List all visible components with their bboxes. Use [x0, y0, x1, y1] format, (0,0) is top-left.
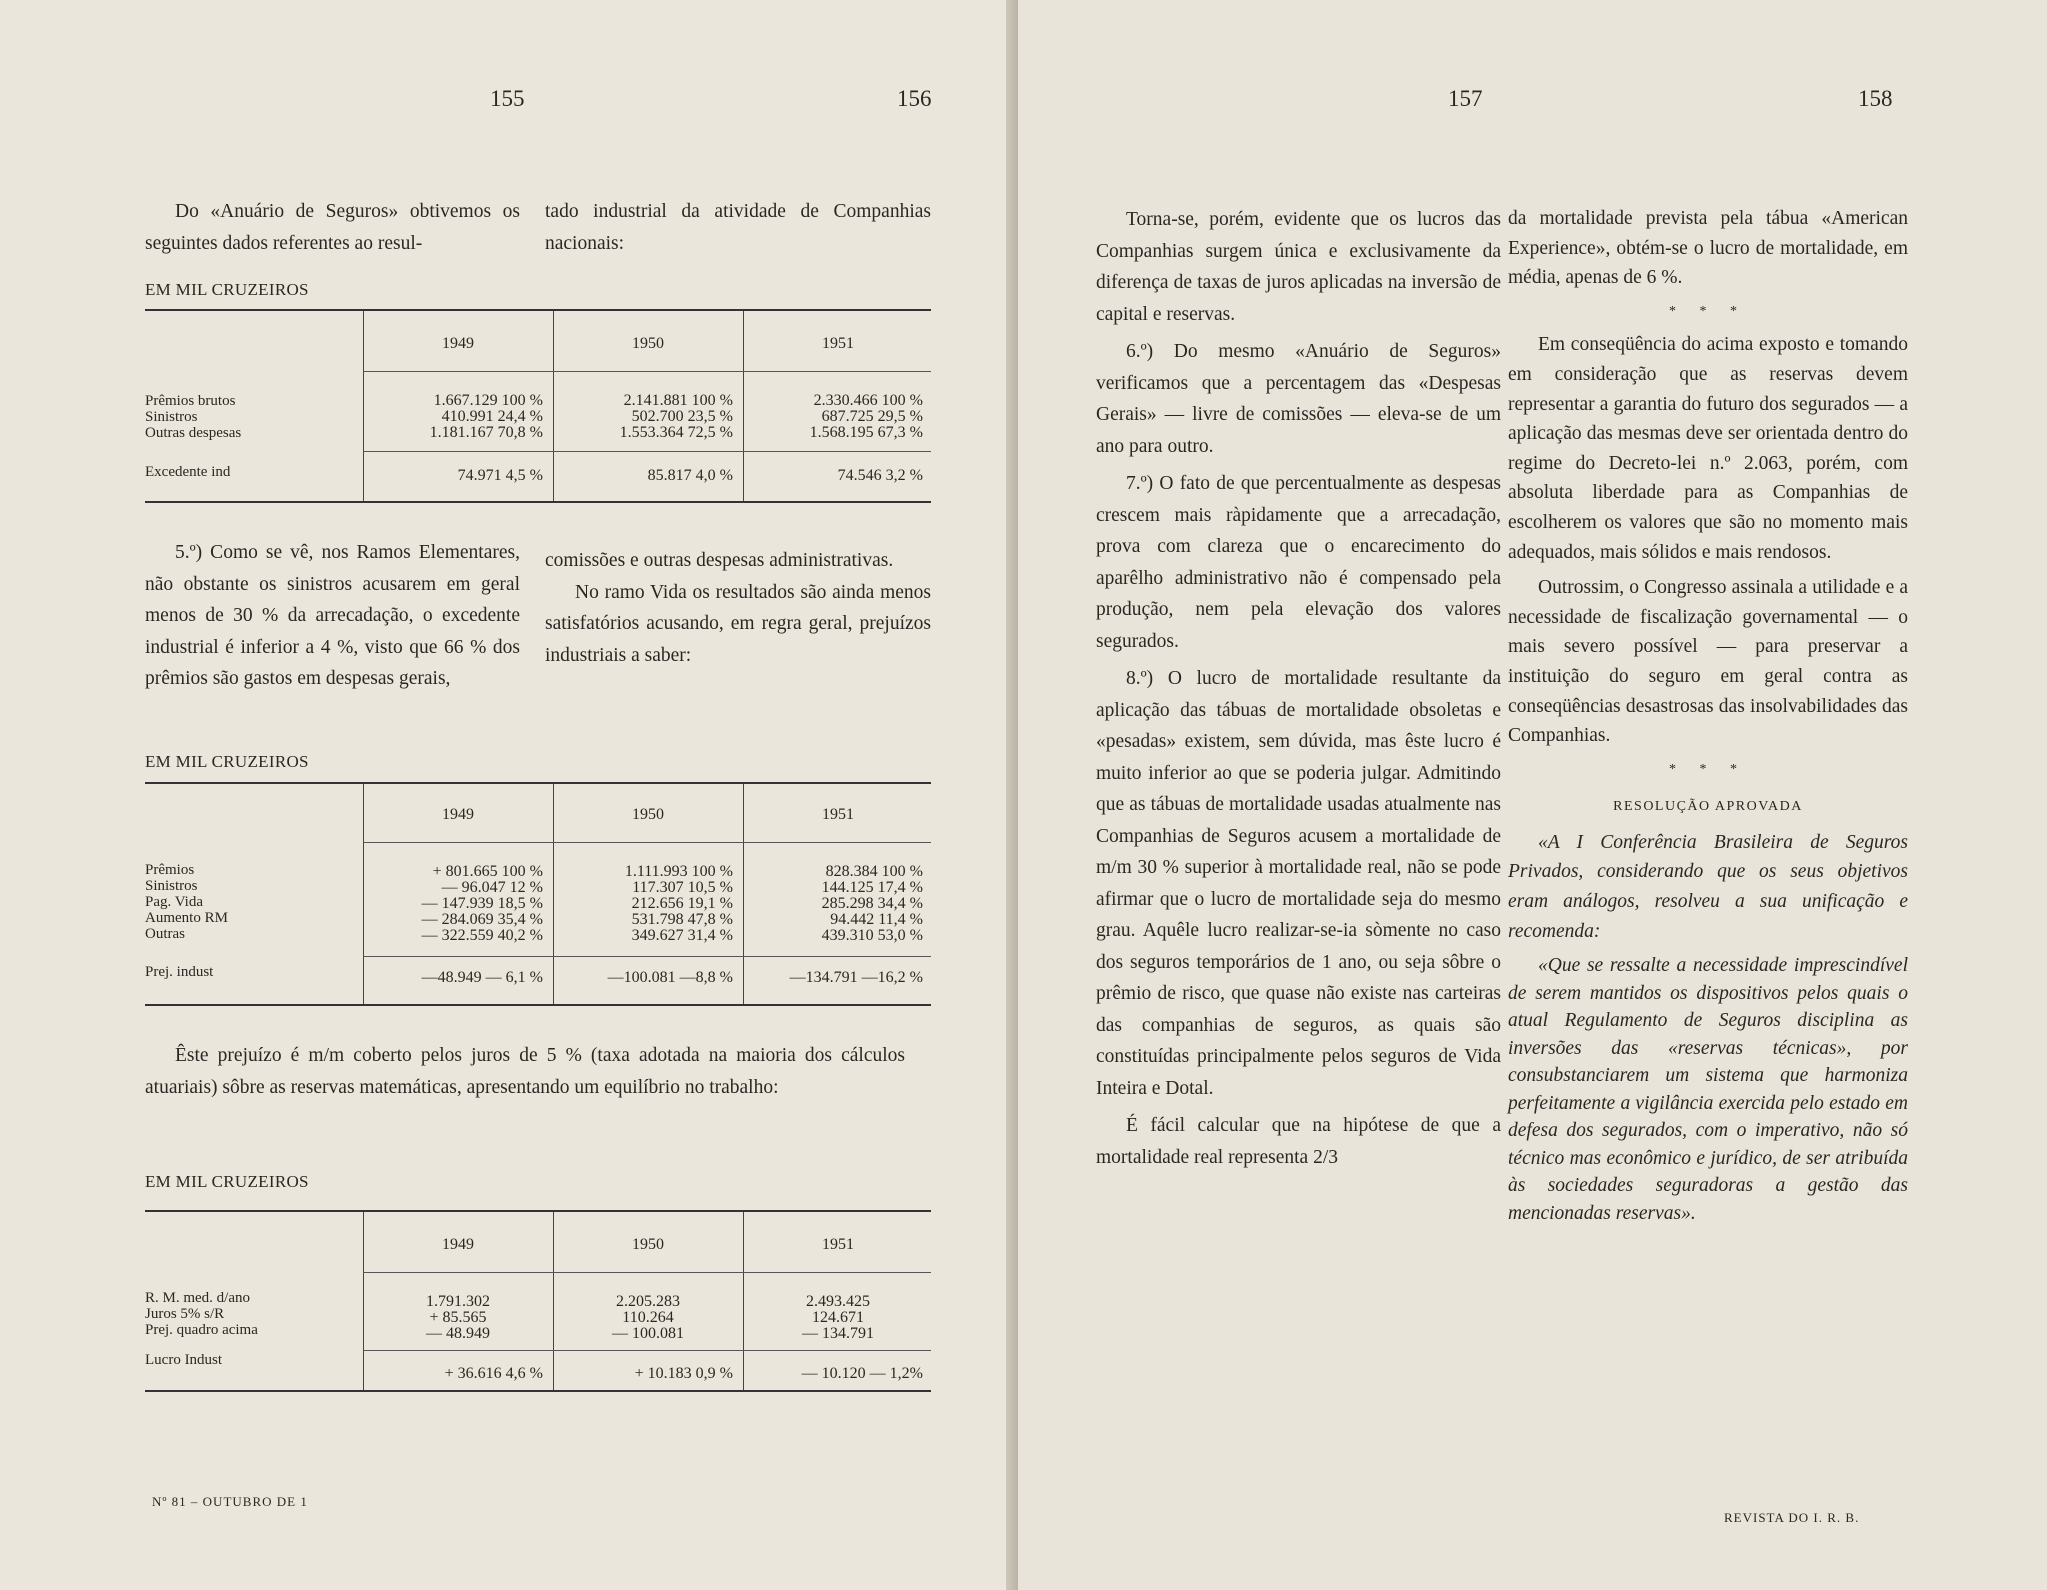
para5-text-a: 5.º) Como se vê, nos Ramos Elementares, não obstante os sinistros acusarem em geral menos de 30 % da arrecadação, o excedente industrial é inferior a 4 %, visto que 66 % dos prêmios são gastos em despesas gerais,: [145, 542, 520, 689]
table-ramos-elementares: [145, 309, 931, 503]
row-label: Sinistros: [145, 878, 198, 894]
cell: 94.442 11,4 %: [830, 911, 923, 928]
cell: 410.991 24,4 %: [441, 408, 543, 425]
total-cell: —100.081 —8,8 %: [607, 969, 733, 986]
section-separator: * * *: [1669, 761, 1747, 777]
cell: 1.181.167 70,8 %: [429, 424, 543, 441]
row-label: Sinistros: [145, 409, 198, 425]
cell: 124.671: [812, 1309, 864, 1326]
total-cell: —134.791 —16,2 %: [789, 969, 923, 986]
page-number-155: 155: [490, 86, 525, 111]
row-label: Aumento RM: [145, 910, 228, 926]
cell: + 801.665 100 %: [432, 863, 543, 880]
paragraph-juros-text: Êste prejuízo é m/m coberto pelos juros de 5 % (taxa adotada na maioria dos cálculos atuariais) sôbre as reservas matemáticas, apresentando um equilíbrio no trabalho:: [145, 1045, 905, 1098]
row-labels: [145, 862, 355, 942]
year-header: 1950: [632, 1236, 664, 1253]
intro-right-column: [545, 196, 931, 259]
cell: 117.307 10,5 %: [632, 879, 733, 896]
unit-label-2: EM MIL CRUZEIROS: [145, 752, 309, 771]
page-number-157: 157: [1448, 86, 1483, 111]
total-cell: —48.949 — 6,1 %: [421, 969, 543, 986]
right-page-right-column: [1508, 204, 1908, 1227]
paragraph-facil: É fácil calcular que na hipótese de que a mortalidade real representa 2/3: [1096, 1115, 1501, 1168]
cell: 349.627 31,4 %: [631, 927, 733, 944]
para5-left-column: [145, 537, 520, 695]
footer-journal: REVISTA DO I. R. B.: [1724, 1510, 1860, 1525]
row-label: Prêmios brutos: [145, 393, 236, 409]
cell: 1.791.302: [426, 1293, 490, 1310]
cell: 687.725 29,5 %: [821, 408, 923, 425]
column-1950: [563, 1294, 733, 1342]
total-cell: 85.817 4,0 %: [647, 467, 733, 484]
total-label: Excedente ind: [145, 464, 231, 480]
table-lucro-industrial: [145, 1210, 931, 1392]
row-label: Juros 5% s/R: [145, 1306, 225, 1322]
page-number-158: 158: [1858, 86, 1893, 111]
unit-label-3: EM MIL CRUZEIROS: [145, 1172, 309, 1191]
intro-paragraph-a: Do «Anuário de Seguros» obtivemos os seguintes dados referentes ao resul-: [145, 201, 520, 254]
cell: 502.700 23,5 %: [631, 408, 733, 425]
right-page: [1018, 0, 2047, 1590]
table-ramo-vida: [145, 782, 931, 1006]
cell: 2.493.425: [806, 1293, 870, 1310]
column-1951: [753, 393, 923, 441]
total-cell: + 36.616 4,6 %: [444, 1365, 543, 1382]
cell: 439.310 53,0 %: [821, 927, 923, 944]
cell: — 100.081: [612, 1325, 684, 1342]
column-1949: [373, 1294, 543, 1342]
section-separator: * * *: [1669, 303, 1747, 319]
cell: — 147.939 18,5 %: [421, 895, 543, 912]
row-label: R. M. med. d/ano: [145, 1290, 250, 1306]
resolution-paragraph-2: «Que se ressalte a necessidade imprescindível de serem mantidos os dispositivos pelos quais o atual Regulamento de Seguros disciplina as inversões das «reservas técnicas», por consubstanciarem um sistema que harmoniza perfeitamente a vigilância exercida pelo estado em defesa dos segurados, com o imperativo, não só técnico mas econômico e jurídico, de ser atribuída às sociedades seguradoras a gestão das mencionadas reservas».: [1508, 955, 1908, 1224]
row-labels: [145, 393, 355, 441]
cell: 1.667.129 100 %: [433, 392, 543, 409]
column-1950: [563, 864, 733, 944]
cell: 828.384 100 %: [825, 863, 923, 880]
cell: — 134.791: [802, 1325, 874, 1342]
page-number-156: 156: [897, 86, 932, 111]
year-header: 1949: [442, 806, 474, 823]
unit-label-1: EM MIL CRUZEIROS: [145, 280, 309, 299]
cell: — 96.047 12 %: [441, 879, 543, 896]
total-label: Prej. indust: [145, 964, 214, 980]
para5-text-b1: comissões e outras despesas administrativas.: [545, 550, 894, 571]
cell: — 48.949: [426, 1325, 490, 1342]
left-page: [0, 0, 1018, 1590]
para5-text-b2: No ramo Vida os resultados são ainda menos satisfatórios acusando, em regra geral, prejuízos industriais a saber:: [545, 581, 931, 666]
column-1951: [753, 1294, 923, 1342]
resolution-heading: RESOLUÇÃO APROVADA: [1613, 799, 1803, 815]
total-cell: + 10.183 0,9 %: [634, 1365, 733, 1382]
cell: 1.553.364 72,5 %: [619, 424, 733, 441]
year-header: 1949: [442, 1236, 474, 1253]
column-1949: [373, 864, 543, 944]
cell: 2.205.283: [616, 1293, 680, 1310]
cell: 285.298 34,4 %: [821, 895, 923, 912]
cell: + 85.565: [429, 1309, 487, 1326]
cell: — 322.559 40,2 %: [421, 927, 543, 944]
total-label: Lucro Indust: [145, 1352, 223, 1368]
year-header: 1950: [632, 806, 664, 823]
resolution-paragraph-1: «A I Conferência Brasileira de Seguros Privados, considerando que os seus objetivos eram análogos, resolveu a sua unificação e recomenda:: [1508, 831, 1908, 942]
footer-issue: Nº 81 – OUTUBRO DE 1: [152, 1494, 308, 1509]
cell: 1.568.195 67,3 %: [809, 424, 923, 441]
cell: — 284.069 35,4 %: [421, 911, 543, 928]
paragraph-torna: Torna-se, porém, evidente que os lucros das Companhias surgem única e exclusivamente da diferença de taxas de juros aplicadas na inversão de capital e reservas.: [1096, 209, 1501, 325]
row-label: Outras despesas: [145, 425, 242, 441]
total-cell: 74.546 3,2 %: [837, 467, 923, 484]
column-1951: [753, 864, 923, 944]
row-label: Pag. Vida: [145, 894, 203, 910]
intro-paragraph-b: tado industrial da atividade de Companhias nacionais:: [545, 201, 931, 254]
row-labels: [145, 1290, 355, 1338]
total-cell: — 10.120 — 1,2%: [801, 1365, 923, 1382]
row-label: Prêmios: [145, 862, 195, 878]
cell: 1.111.993 100 %: [624, 863, 733, 880]
column-1950: [563, 393, 733, 441]
cell: 531.798 47,8 %: [631, 911, 733, 928]
paragraph-outrossim: Outrossim, o Congresso assinala a utilidade e a necessidade de fiscalização governamental — o mais severo possível — para preservar a instituição do seguro em geral contra as conseqüências desastrosas das insolvabilidades das Companhias.: [1508, 577, 1908, 747]
year-header: 1950: [632, 335, 664, 352]
cell: 110.264: [622, 1309, 674, 1326]
para5-right-column: [545, 545, 931, 671]
paragraph-consequencia: Em conseqüência do acima exposto e tomando em consideração que as reservas devem representar a garantia do futuro dos segurados — a aplicação das mesmas deve ser orientada dentro do regime do Decreto-lei n.º 2.063, porém, com absoluta liberdade para as Companhias de escolherem os valores que são no momento mais adequados, mais sólidos e mais rendosos.: [1508, 334, 1908, 563]
cell: 144.125 17,4 %: [821, 879, 923, 896]
paragraph-6: 6.º) Do mesmo «Anuário de Seguros» verificamos que a percentagem das «Despesas Gerais» — livre de comissões — eleva-se de um ano para outro.: [1096, 341, 1501, 457]
paragraph-7: 7.º) O fato de que percentualmente as despesas crescem mais ràpidamente que a arrecadação, prova com clareza que o encarecimento do aparêlho administrativo não é compensado pela produção, nem pela elevação dos valores segurados.: [1096, 473, 1501, 652]
paragraph-8: 8.º) O lucro de mortalidade resultante da aplicação das tábuas de mortalidade obsoletas e «pesadas» existem, sem dúvida, mas êste lucro é muito inferior ao que se poderia julgar. Admitindo que as tábuas de mortalidade usadas atualmente nas Companhias de Seguros acusem a mortalidade de m/m 30 % superior à mortalidade real, não se pode afirmar que o lucro de mortalidade seja do mesmo grau. Aquêle lucro realizar-se-ia sòmente no caso dos seguros temporários de 1 ano, ou seja sôbre o prêmio de risco, que quase não existe nas carteiras das companhias de seguros, as quais são constituídas principalmente pelos seguros de Vida Inteira e Dotal.: [1096, 668, 1501, 1099]
cell: 2.330.466 100 %: [813, 392, 923, 409]
column-1949: [373, 393, 543, 441]
year-header: 1951: [822, 806, 854, 823]
year-header: 1951: [822, 1236, 854, 1253]
year-header: 1949: [442, 335, 474, 352]
cell: 2.141.881 100 %: [623, 392, 733, 409]
year-header: 1951: [822, 335, 854, 352]
intro-left-column: [145, 196, 520, 259]
row-label: Prej. quadro acima: [145, 1322, 258, 1338]
right-page-left-column: [1096, 204, 1501, 1173]
total-cell: 74.971 4,5 %: [457, 467, 543, 484]
cell: 212.656 19,1 %: [631, 895, 733, 912]
paragraph-juros: [145, 1040, 905, 1103]
row-label: Outras: [145, 926, 185, 942]
paragraph-mortalidade: da mortalidade prevista pela tábua «American Experience», obtém-se o lucro de mortalidade, em média, apenas de 6 %.: [1508, 208, 1908, 289]
